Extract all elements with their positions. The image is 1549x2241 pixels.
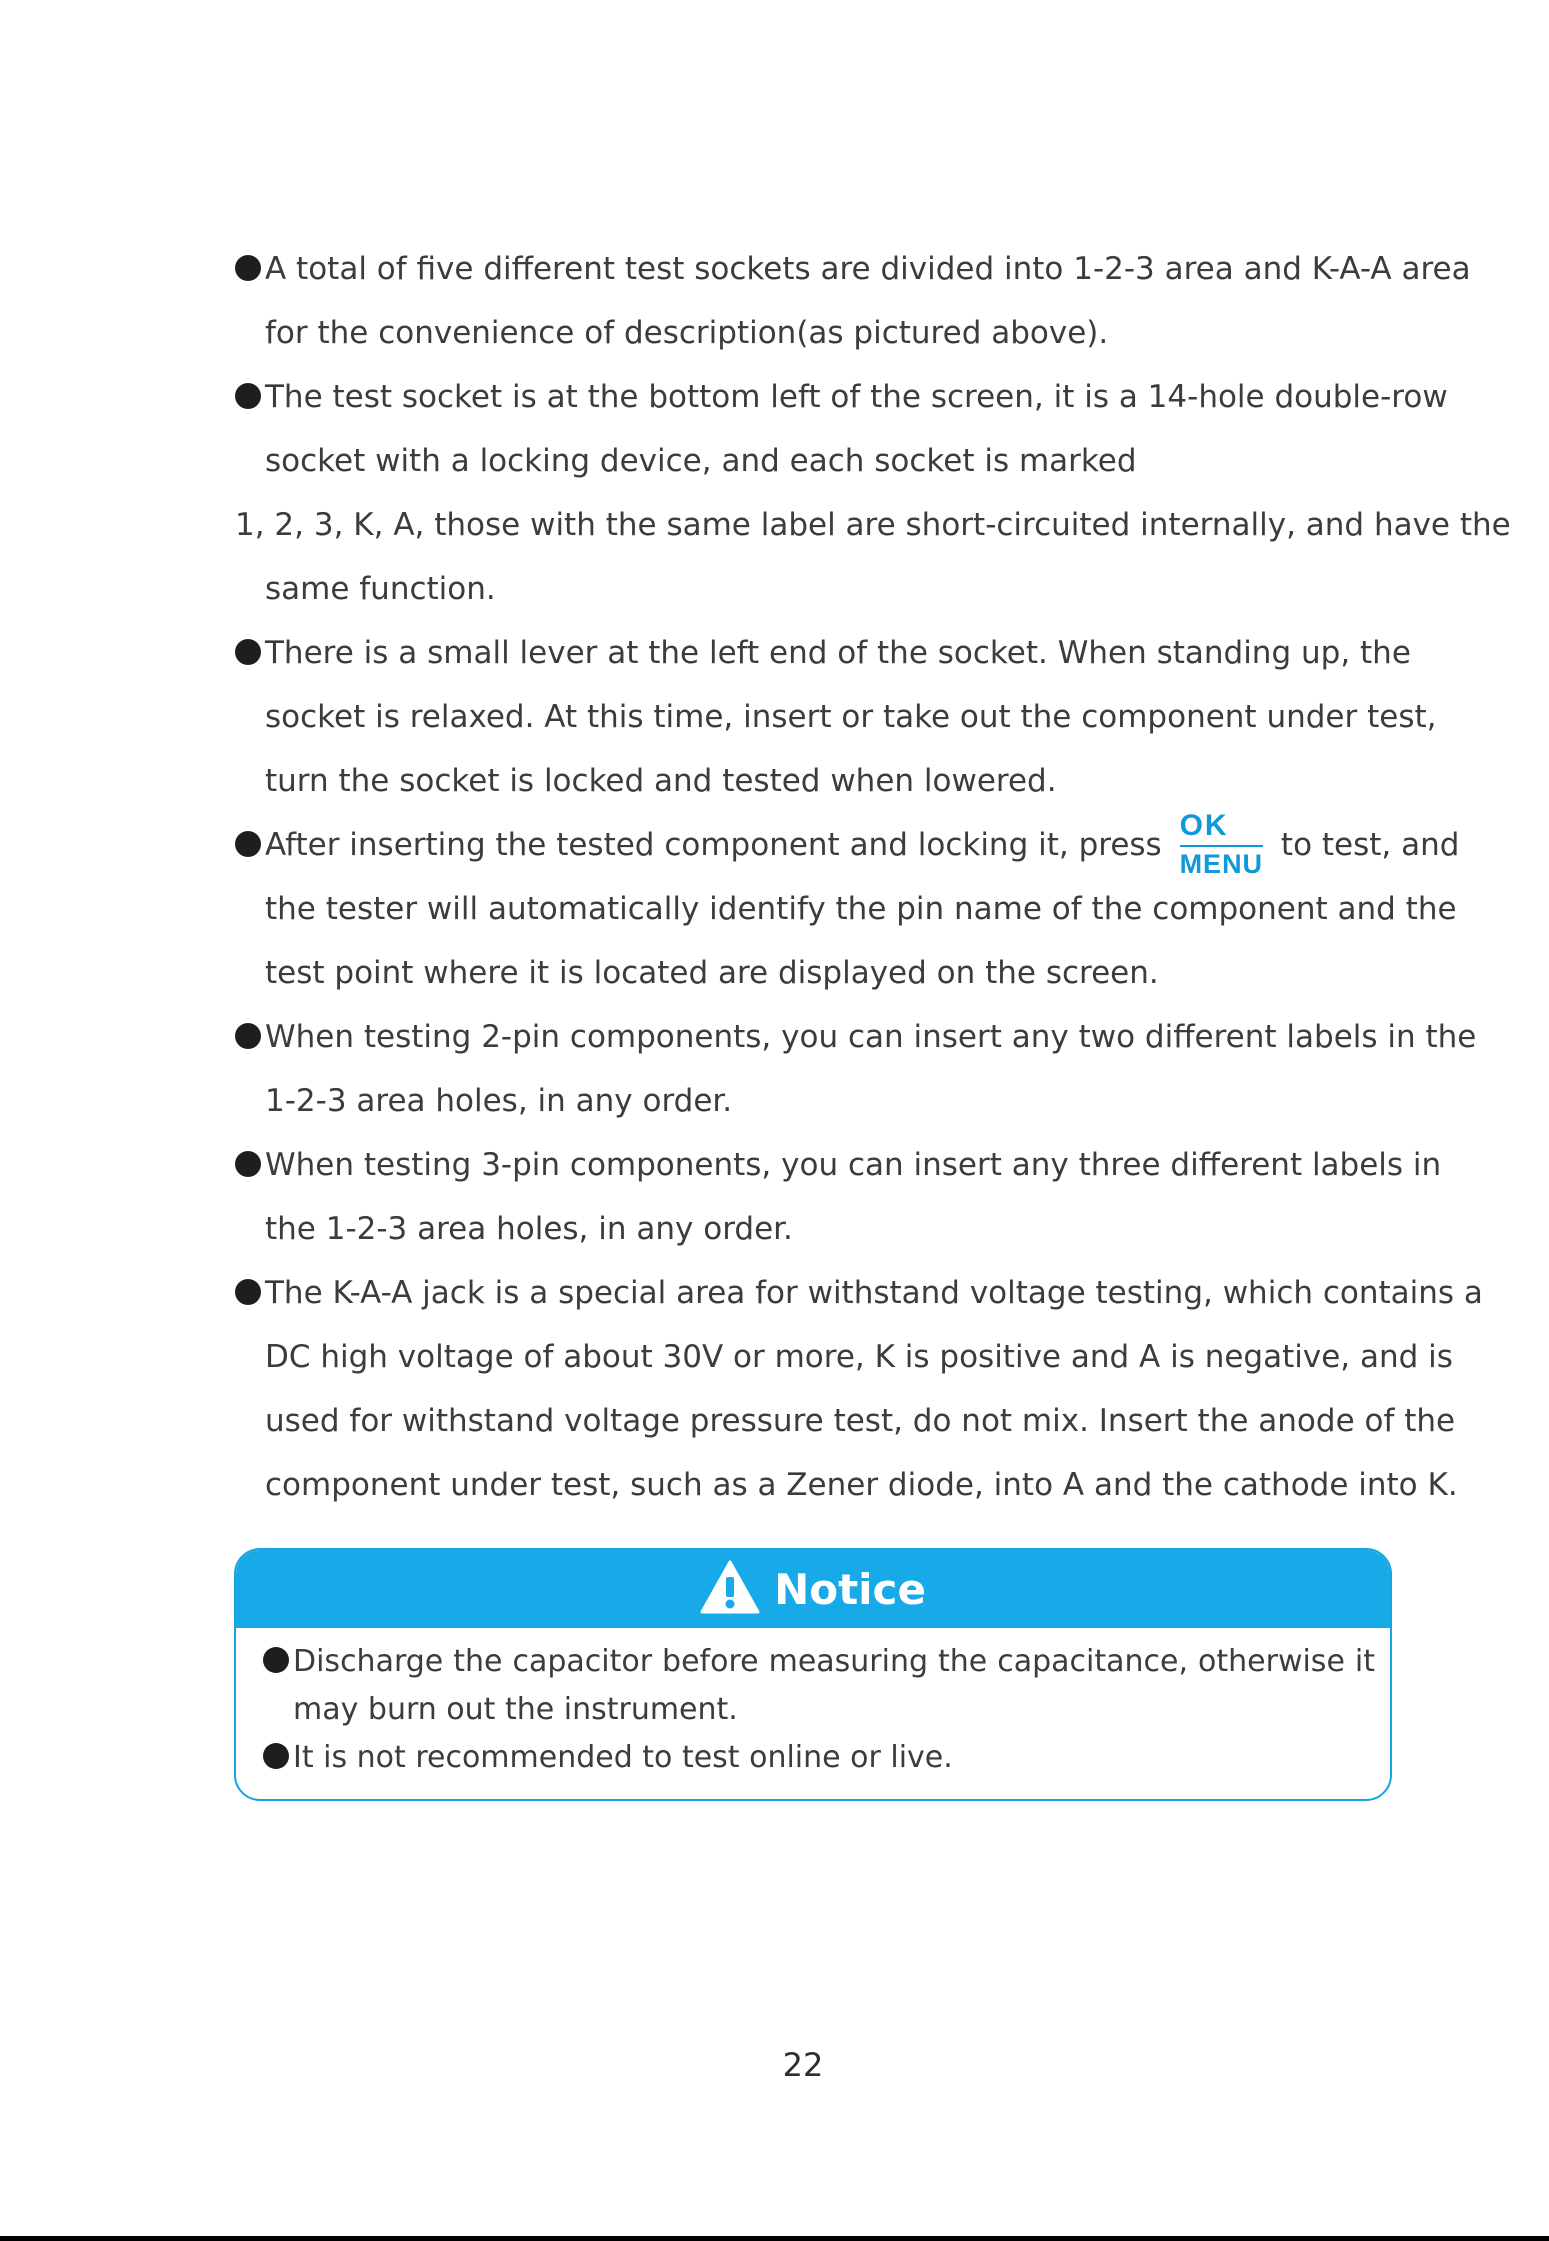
paragraph-text: the 1-2-3 area holes, in any order. — [265, 1211, 793, 1247]
notice-title: Notice — [774, 1564, 926, 1614]
paragraph-line — [235, 557, 1393, 621]
notice-line — [263, 1734, 1375, 1782]
paragraph-line — [235, 301, 1393, 365]
paragraph-line — [235, 429, 1393, 493]
bullet-icon — [235, 1151, 261, 1177]
menu-key-label: MENU — [1179, 849, 1264, 879]
notice-header — [236, 1550, 1390, 1628]
paragraph-text: When testing 3-pin components, you can insert any three different labels in — [265, 1147, 1442, 1183]
paragraph-line — [235, 1133, 1442, 1197]
paragraph-line — [235, 1453, 1458, 1517]
paragraph-line — [235, 621, 1411, 685]
paragraph-line — [235, 365, 1448, 429]
paragraph-text: socket with a locking device, and each socket is marked — [265, 443, 1137, 479]
bullet-icon — [235, 639, 261, 665]
notice-text: may burn out the instrument. — [293, 1692, 738, 1727]
paragraph-text: turn the socket is locked and tested when lowered. — [265, 763, 1057, 799]
paragraph-text: When testing 2-pin components, you can insert any two different labels in the — [265, 1019, 1477, 1055]
paragraph-text: socket is relaxed. At this time, insert or take out the component under test, — [265, 699, 1437, 735]
paragraph-line — [235, 941, 1393, 1005]
warning-icon — [700, 1560, 760, 1614]
paragraph-text: test point where it is located are displayed on the screen. — [265, 955, 1159, 991]
paragraph-line — [235, 1261, 1483, 1325]
notice-text: Discharge the capacitor before measuring the capacitance, otherwise it — [293, 1644, 1375, 1679]
bullet-icon — [235, 1023, 261, 1049]
paragraph-text: to test, and — [1280, 827, 1460, 863]
bullet-icon — [235, 255, 261, 281]
notice-text: It is not recommended to test online or live. — [293, 1740, 953, 1775]
ok-menu-key-icon — [1180, 811, 1264, 878]
paragraph-line — [235, 809, 1460, 879]
paragraph-text: After inserting the tested component and locking it, press — [265, 827, 1162, 863]
paragraph-text: The test socket is at the bottom left of the screen, it is a 14-hole double-row — [265, 379, 1448, 415]
paragraph-text: 1-2-3 area holes, in any order. — [265, 1083, 733, 1119]
paragraph-text: same function. — [265, 571, 496, 607]
paragraph-line — [235, 1389, 1456, 1453]
manual-body — [235, 237, 1511, 1517]
paragraph-line — [235, 1005, 1477, 1069]
paragraph-text: There is a small lever at the left end of the socket. When standing up, the — [265, 635, 1411, 671]
notice-box — [234, 1548, 1392, 1801]
bullet-icon — [263, 1743, 289, 1769]
paragraph-line — [235, 749, 1393, 813]
paragraph-text: 1, 2, 3, K, A, those with the same label are short-circuited internally, and have the — [235, 507, 1511, 543]
notice-body — [236, 1628, 1390, 1782]
paragraph-line — [235, 1197, 1393, 1261]
ok-key-label: OK — [1180, 811, 1264, 847]
paragraph-line — [235, 493, 1511, 557]
paragraph-text: for the convenience of description(as pictured above). — [265, 315, 1109, 351]
paragraph-text: A total of five different test sockets are divided into 1-2-3 area and K-A-A area — [265, 251, 1471, 287]
paragraph-line — [235, 877, 1457, 941]
paragraph-line — [235, 1069, 1393, 1133]
paragraph-line — [235, 237, 1471, 301]
bullet-icon — [235, 831, 261, 857]
bottom-border — [0, 2236, 1549, 2241]
paragraph-text: component under test, such as a Zener diode, into A and the cathode into K. — [265, 1467, 1458, 1503]
notice-line — [263, 1638, 1375, 1686]
paragraph-line — [235, 685, 1437, 749]
notice-line — [263, 1686, 1375, 1734]
bullet-icon — [235, 383, 261, 409]
paragraph-text: the tester will automatically identify the pin name of the component and the — [265, 891, 1457, 927]
bullet-icon — [235, 1279, 261, 1305]
paragraph-line — [235, 1325, 1453, 1389]
paragraph-text: The K-A-A jack is a special area for withstand voltage testing, which contains a — [265, 1275, 1483, 1311]
paragraph-text: used for withstand voltage pressure test, do not mix. Insert the anode of the — [265, 1403, 1456, 1439]
page-number: 22 — [782, 2046, 824, 2084]
bullet-icon — [263, 1647, 289, 1673]
paragraph-text: DC high voltage of about 30V or more, K is positive and A is negative, and is — [265, 1339, 1453, 1375]
